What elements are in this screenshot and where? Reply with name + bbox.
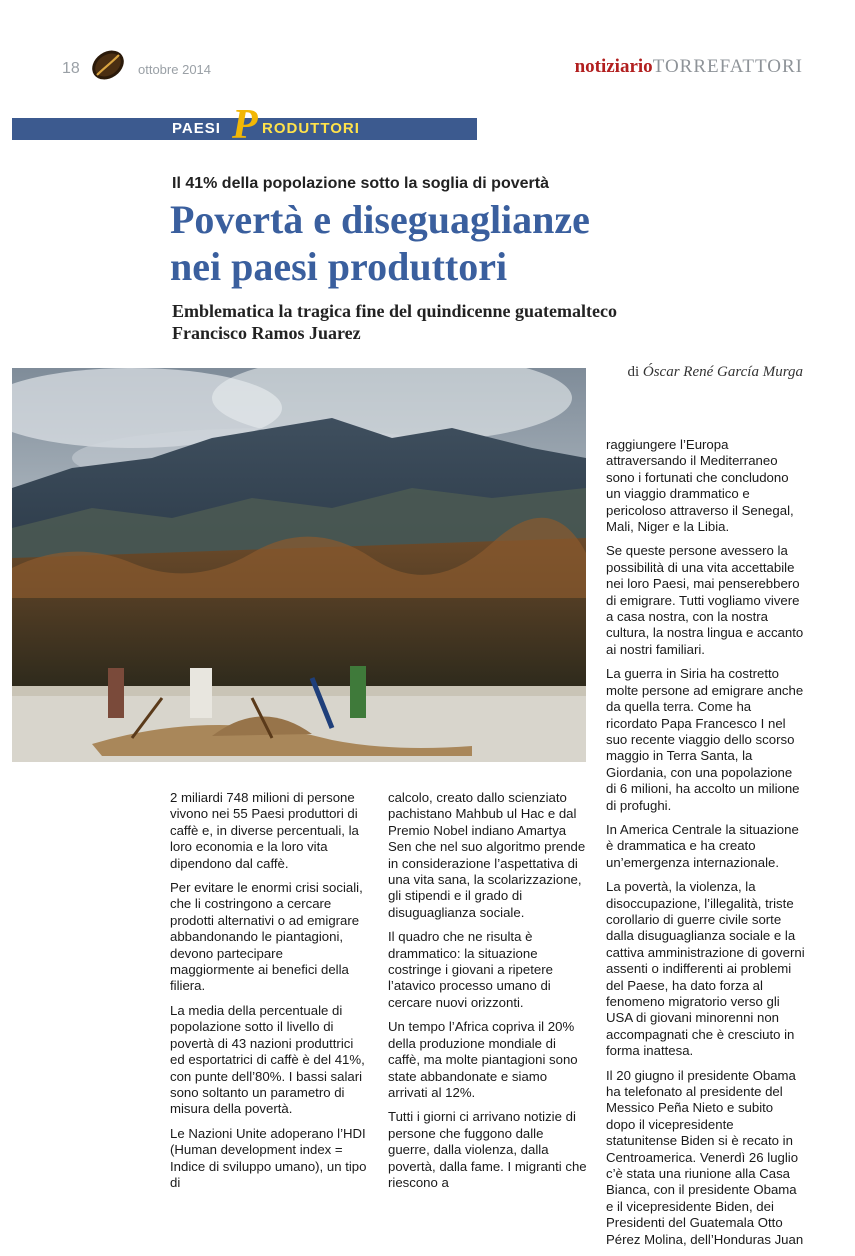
coffee-bean-icon	[88, 46, 128, 84]
paragraph: Se queste persone avessero la possibilità di una vita accettabile nei loro Paesi, mai penserebbero di emigrare. Tutti vogliamo vivere a casa nostra, con la nostra cultura, la nostra lingua e accanto ai nostri familiari.	[606, 543, 804, 657]
kicker: Il 41% della popolazione sotto la soglia di povertà	[172, 175, 549, 192]
article-title	[170, 196, 830, 290]
section-label-part2: RODUTTORI	[262, 120, 360, 137]
byline-author: Óscar René García Murga	[642, 364, 803, 380]
paragraph: Il quadro che ne risulta è drammatico: la situazione costringe i giovani a ripetere l’atavico processo umano di cercare nuovi orizzonti.	[388, 929, 553, 1010]
masthead	[575, 56, 803, 78]
section-label-part1: PAESI	[172, 120, 221, 137]
paragraph: Un tempo l’Africa copriva il 20% della produzione mondiale di caffè, ma molte piantagioni sono state abbandonate e siamo arrivati al 12%.	[388, 1019, 578, 1100]
masthead-light: TORREFATTORI	[652, 56, 803, 77]
masthead-bold: notiziario	[574, 56, 653, 77]
paragraph: La povertà, la violenza, la disoccupazione, l’illegalità, triste corollario di guerre civile sorte dalla disuguaglianza sociale e la cattiva amministrazione di governi assenti o indifferenti ai problemi del Paese, ha dato forza al fenomeno migratorio verso gli USA di giovani minorenni non accompagnati che è cresciuto in forma inattesa.	[606, 879, 805, 1059]
section-initial: P	[232, 102, 258, 148]
article-column-3	[606, 437, 806, 1256]
article-photo	[12, 368, 586, 762]
paragraph: 2 miliardi 748 milioni di persone vivono nei 55 Paesi produttori di caffè e, in diverse percentuali, la loro economia e la loro vita dipendono dal caffè.	[170, 790, 359, 871]
paragraph: Le Nazioni Unite adoperano l’HDI (Human development index = Indice di sviluppo umano), un tipo di	[170, 1125, 367, 1190]
paragraph: calcolo, creato dallo scienziato pachistano Mahbub ul Hac e dal Premio Nobel indiano Amartya Sen che nel suo algoritmo prende in considerazione l’aspettativa di una vita sana, la scolarizzazione, gli stipendi e il grado di disuguaglianza sociale.	[388, 790, 586, 920]
title-line-2: nei paesi produttori	[170, 244, 508, 289]
subtitle-line-1: Emblematica la tragica fine del quindicenne guatemalteco	[172, 301, 617, 321]
title-line-1: Povertà e diseguaglianze	[170, 197, 590, 242]
subtitle-line-2: Francisco Ramos Juarez	[172, 323, 361, 343]
paragraph: La media della percentuale di popolazione sotto il livello di povertà di 43 nazioni produttrici ed esportatrici di caffè è del 41%, con punte dell’80%. I bassi salari sono soltanto un parametro di misura della povertà.	[170, 1002, 365, 1117]
paragraph: La guerra in Siria ha costretto molte persone ad emigrare anche da quella terra. Come ha ricordato Papa Francesco I nel suo recente viaggio dello scorso maggio in Terra Santa, la Giordania, con una popolazione di 6 milioni, ha accolto un milione di profughi.	[606, 666, 804, 813]
paragraph: Per evitare le enormi crisi sociali, che li costringono a cercare prodotti alternativi o ad emigrare abbandonando le piantagioni, devono partecipare maggiormente ai benefici della filiera.	[170, 880, 363, 994]
paragraph: raggiungere l’Europa attraversando il Mediterraneo sono i fortunati che concludono un viaggio drammatico e pericoloso attraverso il Senegal, Mali, Niger e la Libia.	[606, 437, 794, 535]
paragraph: Tutti i giorni ci arrivano notizie di persone che fuggono dalle guerre, dalla violenza, dalla povertà, dalla fame. I migranti che riescono a	[388, 1109, 587, 1190]
article-column-1	[170, 790, 370, 1199]
article-column-2	[388, 790, 588, 1199]
paragraph: Il 20 giugno il presidente Obama ha telefonato al presidente del Messico Peña Nieto e subito dopo il vicepresidente statunitense Biden si è recato in Centroamerica. Venerdì 26 luglio c’è stata una riunione alla Casa Bianca, con il presidente Obama e il vicepresidente Biden, dei Presidenti del Guatemala Otto Pérez Molina, dell’Honduras Juan	[606, 1067, 804, 1247]
paragraph: In America Centrale la situazione è drammatica e ha creato un’emergenza internazionale.	[606, 821, 799, 870]
article-subtitle	[172, 300, 812, 344]
byline	[627, 364, 803, 381]
page-number: 18	[62, 60, 80, 77]
byline-prefix: di	[627, 364, 640, 380]
issue-date: ottobre 2014	[138, 62, 212, 77]
